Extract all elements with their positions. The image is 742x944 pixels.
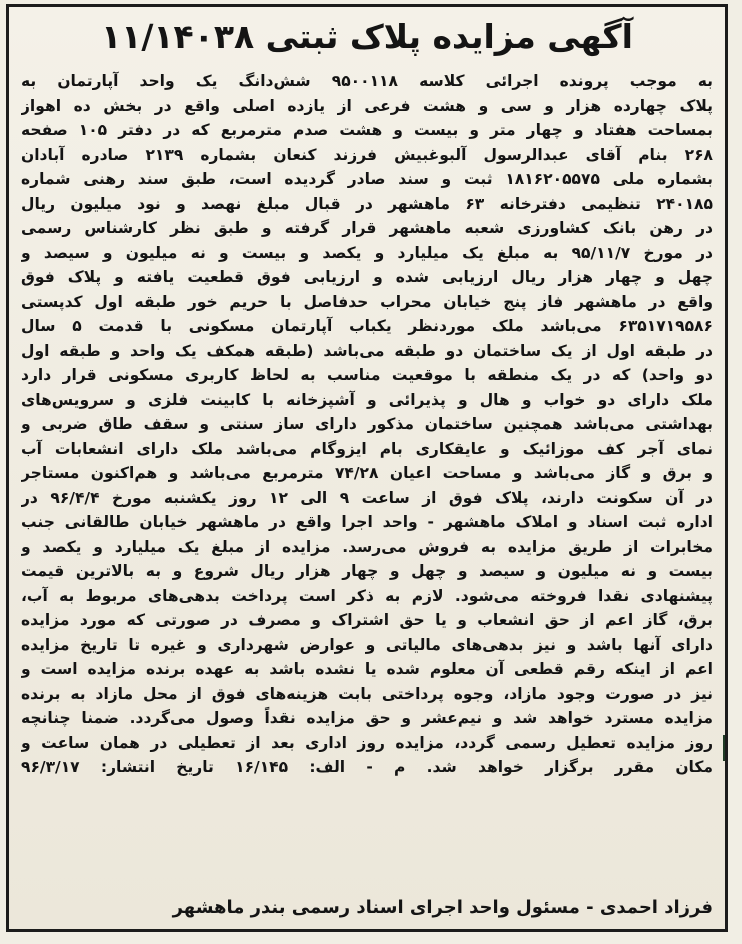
body-line: بشماره ملی ۱۸۱۶۲۰۵۵۷۵ ثبت و سند صادر گردیده است، طبق سند رهنی شماره [21,170,713,188]
body-line: دو واحد) که در یک منطقه با موقعیت مناسب به لحاظ کاربری مسکونی قرار دارد [21,366,713,384]
body-line: و برق و گاز می‌باشد و مساحت اعیان ۷۴/۲۸ مترمربع می‌باشد و هم‌اکنون مستاجر [21,464,713,482]
notice-title: آگهی مزایده پلاک ثبتی ۱۱/۱۴۰۳۸ [101,17,633,56]
body-line: در رهن بانک کشاورزی شعبه ماهشهر قرار گرفته و طبق نظر کارشناس رسمی [21,219,713,237]
body-line: بمساحت هفتاد و چهار متر و بیست و هشت صدم مترمربع که در دفتر ۱۰۵ صفحه [21,121,713,139]
body-line: ۶۳۵۱۷۱۹۵۸۶ می‌باشد ملک موردنظر یکباب آپارتمان مسکونی با قدمت ۵ سال [21,317,713,335]
body-line: دارای آنها باشد و نیز بدهی‌های مالیاتی و عوارض شهرداری و غیره تا تاریخ مزایده [21,635,713,654]
body-line: ۲۶۸ بنام آقای عبدالرسول آلبوغبیش فرزند کنعان بشماره ۲۱۳۹ صادره آبادان [21,145,713,164]
body-line: ملک دارای دو خواب و هال و پذیرائی و آشپزخانه با کابینت فلزی و سرویس‌های [21,390,713,409]
body-line: واقع در ماهشهر فاز پنج خیابان محراب حدفاصل با حریم خور طبقه اول کدپستی [21,292,713,311]
body-line-last: مکان مقرر برگزار خواهد شد. م - الف: ۱۶/۱۴۵ تاریخ انتشار: ۹۶/۳/۱۷ [21,758,713,776]
auction-notice [6,4,728,932]
body-line: در آن سکونت دارند، پلاک فوق از ساعت ۹ الی ۱۲ روز یکشنبه مورخ ۹۶/۴/۴ در [21,488,713,507]
body-line: در مورخ ۹۵/۱۱/۷ به مبلغ یک میلیارد و یکصد و بیست و نه میلیون و سیصد و [21,243,713,262]
body-line: در طبقه اول از یک ساختمان دو طبقه می‌باشد (طبقه همکف یک واحد و طبقه اول [21,341,713,360]
body-line: مخابرات از طریق مزایده به فروش می‌رسد. مزایده از مبلغ یک میلیارد و یکصد و [21,537,713,556]
body-line: ۲۴۰۱۸۵ تنظیمی دفترخانه ۶۳ ماهشهر در قبال مبلغ نهصد و نود میلیون ریال [21,194,713,213]
body-line: به موجب پرونده اجرائی کلاسه ۹۵۰۰۱۱۸ شش‌دانگ یک واحد آپارتمان به [21,72,713,90]
margin-pen-mark [718,735,725,761]
notice-signature: فرزاد احمدی - مسئول واحد اجرای اسناد رسمی بندر ماهشهر [172,897,713,918]
body-line: روز مزایده تعطیل رسمی گردد، مزایده روز اداری بعد از تعطیلی در همان ساعت و [21,733,713,752]
body-line: پیشنهادی نقدا فروخته می‌شود. لازم به ذکر است پرداخت بدهی‌های مربوط به آب، [21,586,713,605]
body-line: پلاک چهارده هزار و سی و هشت فرعی از یازده اصلی واقع در بخش ده اهواز [21,96,713,115]
body-line: مزایده مسترد خواهد شد و نیم‌عشر و حق مزایده نقداً وصول می‌گردد. ضمنا چنانچه [21,709,713,727]
body-line: اداره ثبت اسناد و املاک ماهشهر - واحد اجرا واقع در ماهشهر خیابان طالقانی جنب [21,513,713,531]
body-line: نمای آجر کف موزائیک و عایقکاری بام ایزوگام می‌باشد ملک دارای انشعابات آب [21,439,713,458]
body-line: چهل و چهار هزار ریال ارزیابی شده و ارزیابی فوق قطعیت یافته و پلاک فوق [21,268,713,286]
body-line: برق، گاز اعم از حق انشعاب و یا حق اشتراک و مصرف در صورتی که مورد مزایده [21,611,713,629]
body-line: نیز در صورت وجود مازاد، وجوه پرداختی بابت هزینه‌های فوق از محل مازاد به برنده [21,684,713,703]
body-line: اعم از اینکه رقم قطعی آن معلوم شده یا نشده باشد به عهده برنده مزایده است و [21,660,713,678]
body-line: بیست و نه میلیون و سیصد و چهل و چهار هزار ریال شروع و به بالاترین قیمت [21,562,713,580]
notice-body [21,69,713,780]
body-line: بهداشتی می‌باشد همچنین ساختمان مذکور دارای ساز سنتی و سقف طاق ضربی و [21,415,713,433]
